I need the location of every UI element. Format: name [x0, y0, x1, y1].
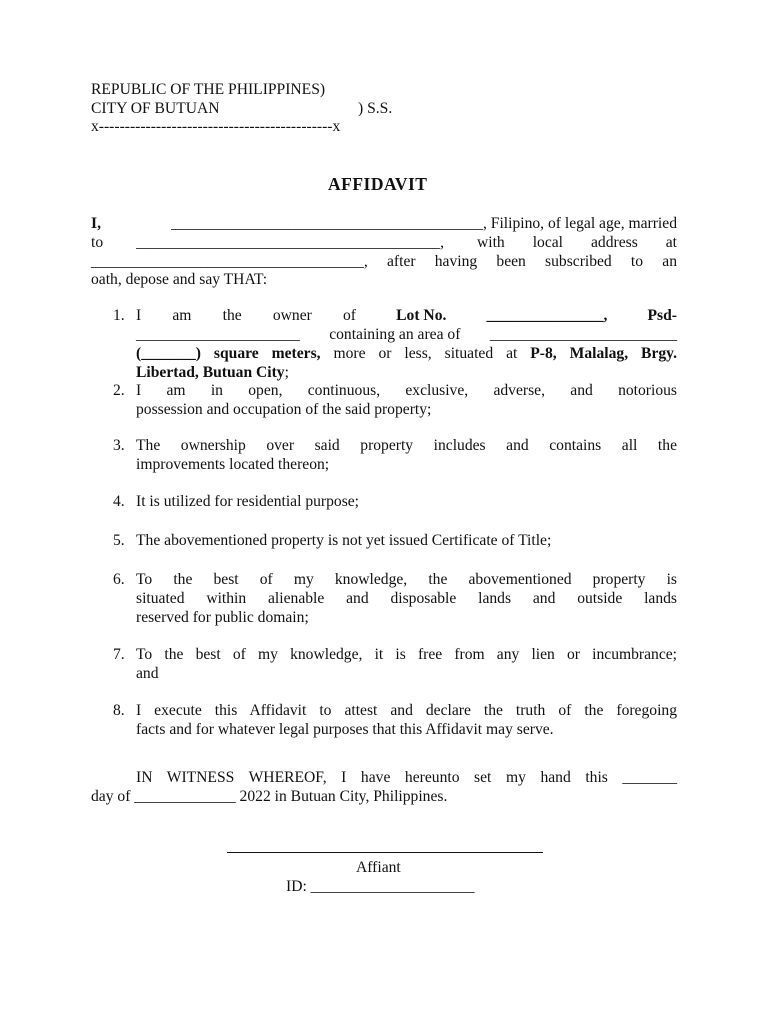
item-line: situated within alienable and disposable lands and outside lands — [136, 590, 677, 607]
witness-line-2: day of _____________ 2022 in Butuan City, Philippines. — [91, 788, 448, 805]
intro-address-text: with local address at — [477, 234, 677, 251]
item-line: possession and occupation of the said property; — [136, 401, 432, 418]
item-line: The abovementioned property is not yet issued Certificate of Title; — [136, 532, 552, 549]
item-1-area-text: containing an area of — [329, 326, 461, 343]
header-republic: REPUBLIC OF THE PHILIPPINES) — [91, 81, 326, 98]
item-1-line-4 — [136, 363, 677, 382]
item-number: 7. — [113, 646, 125, 663]
item-1-sqm: (_______) square meters, — [136, 345, 321, 362]
item-number: 2. — [113, 382, 125, 399]
item-8-body — [136, 701, 677, 739]
document-title: AFFIDAVIT — [328, 174, 428, 194]
item-1-location-1: P-8, Malalag, Brgy. — [530, 345, 678, 362]
witness-line-1: IN WITNESS WHEREOF, I have hereunto set my hand this _______ — [136, 769, 677, 786]
item-number: 6. — [113, 571, 125, 588]
item-4-body — [136, 492, 677, 511]
item-line: To the best of my knowledge, the abovementioned property is — [136, 571, 677, 588]
item-line: I execute this Affidavit to attest and declare the truth of the foregoing — [136, 702, 677, 719]
item-1-lot-blank: _______________, — [486, 307, 608, 324]
item-line: To the best of my knowledge, it is free from any lien or incumbrance; — [136, 646, 677, 663]
item-number: 8. — [113, 702, 125, 719]
item-line: It is utilized for residential purpose; — [136, 493, 360, 510]
header-ss: ) S.S. — [358, 100, 393, 117]
item-number: 5. — [113, 532, 125, 549]
item-number: 4. — [113, 493, 125, 510]
intro-name-blank: ________________________________________, Filipino, of legal age, married — [171, 215, 677, 232]
item-2-body — [136, 381, 677, 419]
item-1-line-1 — [136, 306, 677, 325]
intro-line-1 — [91, 214, 677, 233]
item-1-line-2 — [136, 325, 677, 344]
intro-to: to — [91, 234, 104, 251]
item-number: 1. — [113, 307, 125, 324]
intro-line-4: oath, depose and say THAT: — [91, 271, 268, 288]
item-5-body — [136, 531, 677, 550]
item-line: reserved for public domain; — [136, 609, 309, 626]
item-line: The ownership over said property includes and contains all the — [136, 437, 677, 454]
header-divider: x---------------------------------------------x — [91, 118, 341, 135]
item-1-semicolon: ; — [284, 364, 289, 381]
intro-line-3: ___________________________________, after having been subscribed to an — [91, 253, 677, 270]
item-1-line-3 — [136, 344, 677, 363]
item-1-situated-text: more or less, situated at — [320, 345, 531, 362]
item-line: and — [136, 665, 159, 682]
item-line: improvements located thereon; — [136, 456, 330, 473]
item-1-psd-label: Psd- — [647, 307, 677, 324]
header-city: CITY OF BUTUAN — [91, 100, 220, 117]
affiant-label: Affiant — [356, 859, 401, 876]
item-line: I am in open, continuous, exclusive, adverse, and notorious — [136, 382, 677, 399]
intro-pronoun: I, — [91, 215, 101, 232]
affiant-id: ID: _____________________ — [286, 878, 475, 895]
item-1-psd-blank: _____________________ — [136, 326, 300, 343]
intro-line-2 — [91, 233, 677, 252]
item-3-body — [136, 436, 677, 474]
item-1-owner-text: I am the owner of — [136, 307, 356, 324]
intro-spouse-blank: _______________________________________, — [136, 234, 445, 251]
item-number: 3. — [113, 437, 125, 454]
item-6-body — [136, 570, 677, 627]
item-1-area-blank: ________________________ — [489, 326, 677, 343]
item-line: facts and for whatever legal purposes that this Affidavit may serve. — [136, 721, 554, 738]
item-1-lot-label: Lot No. — [396, 307, 447, 324]
signature-line — [227, 852, 543, 853]
item-1-location-2: Libertad, Butuan City — [136, 364, 285, 381]
item-1-body — [136, 306, 677, 382]
item-7-body — [136, 645, 677, 683]
